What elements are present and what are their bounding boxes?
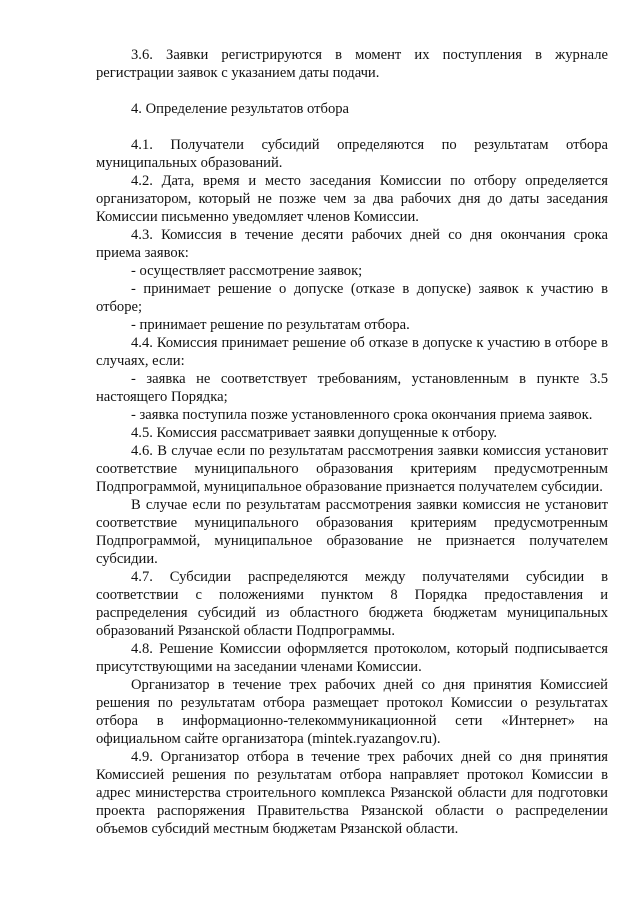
paragraph-4-5: 4.5. Комиссия рассматривает заявки допущенные к отбору.: [131, 425, 498, 441]
paragraph-4-3-item-1: - осуществляет рассмотрение заявок;: [131, 263, 363, 279]
paragraph-4-1: 4.1. Получатели субсидий определяются по результатам отбора муниципальных образований.: [96, 137, 608, 171]
paragraph-3-6: 3.6. Заявки регистрируются в момент их поступления в журнале регистрации заявок с указанием даты подачи.: [96, 47, 608, 81]
paragraph-4-3-item-2: - принимает решение о допуске (отказе в допуске) заявок к участию в отборе;: [96, 281, 608, 315]
paragraph-4-9: 4.9. Организатор отбора в течение трех рабочих дней со дня принятия Комиссией решения по результатам отбора направляет протокол Комиссии в адрес министерства строительного комплекса Рязанской области для подготовки проекта распоряжения Правительства Рязанской области о распределении объемов субсидий местным бюджетам Рязанской области.: [96, 749, 608, 837]
paragraph-4-3: 4.3. Комиссия в течение десяти рабочих дней со дня окончания срока приема заявок:: [96, 227, 608, 261]
spacer: [96, 118, 608, 136]
paragraph-4-7: 4.7. Субсидии распределяются между получателями субсидии в соответствии с положениями пунктом 8 Порядка предоставления и распределения субсидий из областного бюджета бюджетам муниципальных образований Рязанской области Подпрограммы.: [96, 569, 608, 639]
paragraph-4-2: 4.2. Дата, время и место заседания Комиссии по отбору определяется организатором, который не позже чем за два рабочих дня до даты заседания Комиссии письменно уведомляет членов Комиссии.: [96, 173, 608, 225]
document-body: [96, 46, 608, 838]
section-4-title: 4. Определение результатов отбора: [131, 101, 350, 117]
paragraph-4-4-item-2: - заявка поступила позже установленного срока окончания приема заявок.: [131, 407, 593, 423]
spacer: [96, 82, 608, 100]
paragraph-4-4: 4.4. Комиссия принимает решение об отказе в допуске к участию в отборе в случаях, если:: [96, 335, 608, 369]
paragraph-4-8: 4.8. Решение Комиссии оформляется протоколом, который подписывается присутствующими на заседании членами Комиссии.: [96, 641, 608, 675]
paragraph-4-6: 4.6. В случае если по результатам рассмотрения заявки комиссия установит соответствие муниципального образования критериям предусмотренным Подпрограммой, муниципальное образование признается получателем субсидии.: [96, 443, 608, 495]
paragraph-4-3-item-3: - принимает решение по результатам отбора.: [131, 317, 410, 333]
paragraph-4-6-b: В случае если по результатам рассмотрения заявки комиссия не установит соответствие муниципального образования критериям предусмотренным Подпрограммой, муниципальное образование не признается получателем субсидии.: [96, 497, 608, 567]
paragraph-4-4-item-1: - заявка не соответствует требованиям, установленным в пункте 3.5 настоящего Порядка;: [96, 371, 608, 405]
paragraph-4-8-b: Организатор в течение трех рабочих дней со дня принятия Комиссией решения по результатам отбора размещает протокол Комиссии о результатах отбора в информационно-телекоммуникационной сети «Интернет» на официальном сайте организатора (mintek.ryazangov.ru).: [96, 677, 608, 747]
